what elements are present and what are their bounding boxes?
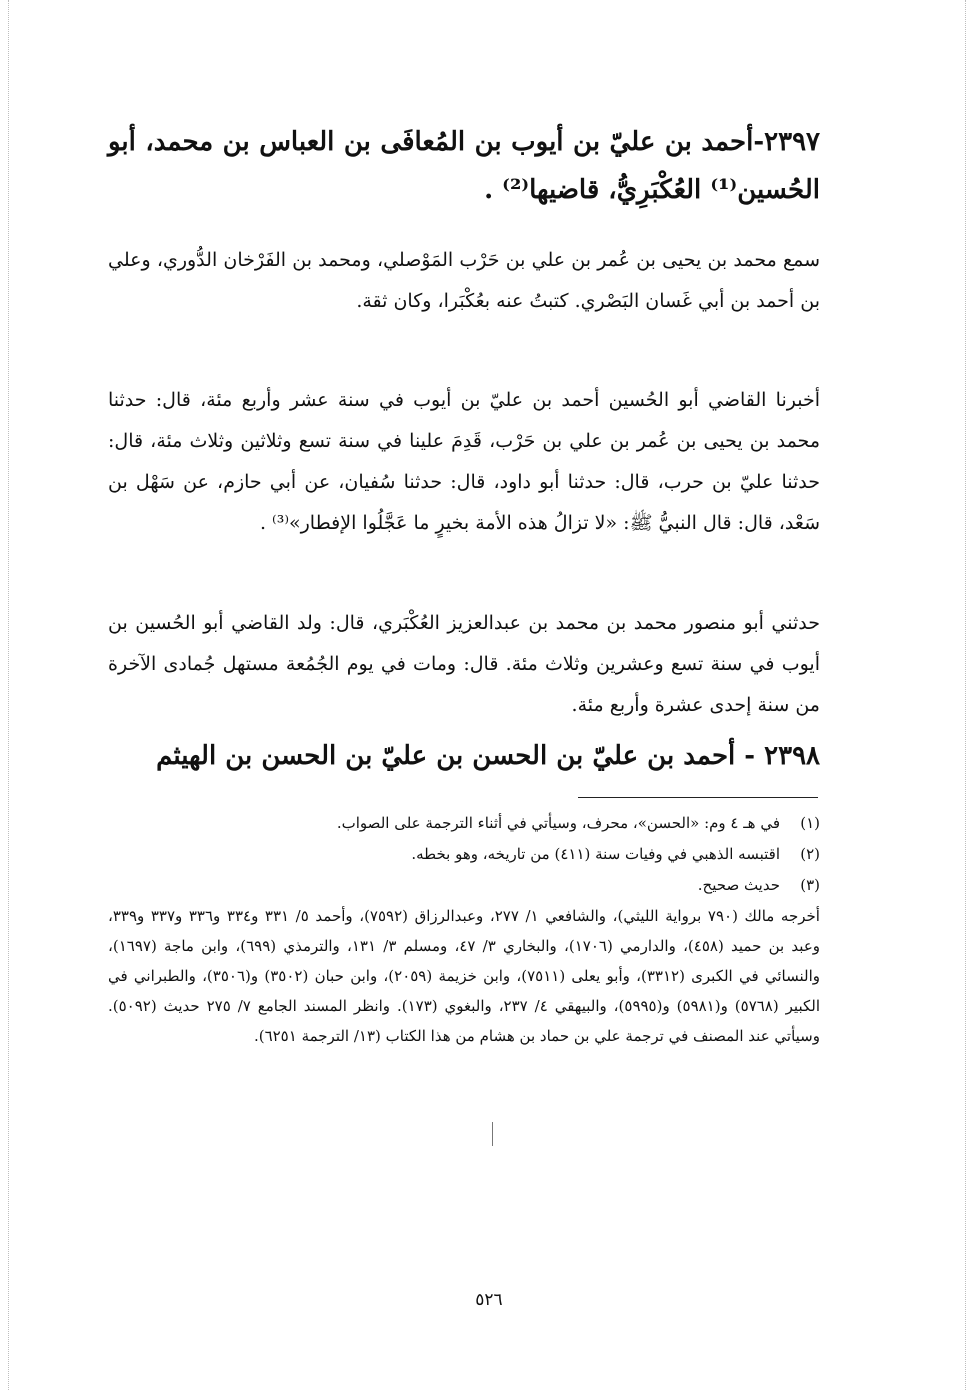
footnote	[108, 870, 820, 901]
paragraph-1: سمع محمد بن يحيى بن عُمر بن علي بن حَرْب المَوْصلي، ومحمد بن الفَرْخان الدُّوري، وعلي بن أحمد بن أبي غَسان البَصْري. كتبتُ عنه بعُكْبَرا، وكان ثقة.	[108, 249, 820, 312]
footnote	[108, 839, 820, 870]
footnotes	[108, 808, 820, 1051]
scan-border-right	[965, 0, 966, 1390]
scan-border-left	[8, 0, 9, 1390]
footnote-number: (٢)	[800, 845, 820, 863]
paragraph-2: أخبرنا القاضي أبو الحُسين أحمد بن عليّ بن أيوب في سنة عشر وأربع مئة، قال: حدثنا محمد بن يحيى بن عُمر بن علي بن حَرْب، قَدِمَ علينا في سنة تسع وثلاثين وثلاث مئة، قال: حدثنا عليّ بن حرب، قال: حدثنا أبو داود، قال: حدثنا سُفيان، عن أبي حازم، عن سَهْل بن سَعْد، قال: قال النبيُّ ﷺ: «لا تزالُ هذه الأمة بخيرٍ ما عَجَّلُوا الإفطار»⁽³⁾ .	[108, 389, 820, 534]
footnote-text: في هـ ٤ وم: «الحسن»، محرف، وسيأتي في أثناء الترجمة على الصواب.	[336, 814, 780, 832]
footnote-number: (١)	[800, 814, 820, 832]
page-number: ٥٢٦	[475, 1290, 503, 1310]
scan-mark	[492, 1122, 493, 1146]
next-entry-title: ٢٣٩٨ - أحمد بن عليّ بن الحسن بن عليّ بن الحسن بن الهيثم	[156, 741, 820, 771]
entry-title: ٢٣٩٧-أحمد بن عليّ بن أيوب بن المُعافَى بن العباس بن محمد، أبو الحُسين⁽¹⁾ العُكْبَرِيُّ، قاضيها⁽²⁾ .	[108, 127, 820, 205]
footnote-separator	[578, 797, 818, 798]
footnote-number: (٣)	[800, 876, 820, 894]
footnote-text: اقتبسه الذهبي في وفيات سنة (٤١١) من تاريخه، وهو بخطه.	[411, 845, 780, 863]
footnote	[108, 808, 820, 839]
footnote-text: حديث صحيح.	[697, 876, 780, 894]
paragraph-3: حدثني أبو منصور محمد بن محمد بن عبدالعزيز العُكْبَري، قال: ولد القاضي أبو الحُسين بن أيوب في سنة تسع وعشرين وثلاث مئة. قال: ومات في يوم الجُمُعة مستهل جُمادى الآخرة من سنة إحدى عشرة وأربع مئة.	[108, 612, 820, 716]
footnote-continuation: أخرجه مالك (٧٩٠ برواية الليثي)، والشافعي ١/ ٢٧٧، وعبدالرزاق (٧٥٩٢)، وأحمد ٥/ ٣٣١ و٣٣٤ و٣٣٦ و٣٣٧ و٣٣٩، وعبد بن حميد (٤٥٨)، والدارمي (١٧٠٦)، والبخاري ٣/ ٤٧، ومسلم ٣/ ١٣١، والترمذي (٦٩٩)، وابن ماجة (١٦٩٧)، والنسائي في الكبرى (٣٣١٢)، وأبو يعلى (٧٥١١)، وابن خزيمة (٢٠٥٩)، وابن حبان (٣٥٠٢) و(٣٥٠٦)، والطبراني في الكبير (٥٧٦٨) و(٥٩٨١) و(٥٩٩٥)، والبيهقي ٤/ ٢٣٧، والبغوي (١٧٣). وانظر المسند الجامع ٧/ ٢٧٥ حديث (٥٠٩٢). وسيأتي عند المصنف في ترجمة علي بن حماد بن هشام من هذا الكتاب (١٣/ الترجمة ٦٢٥١).	[108, 907, 821, 1045]
